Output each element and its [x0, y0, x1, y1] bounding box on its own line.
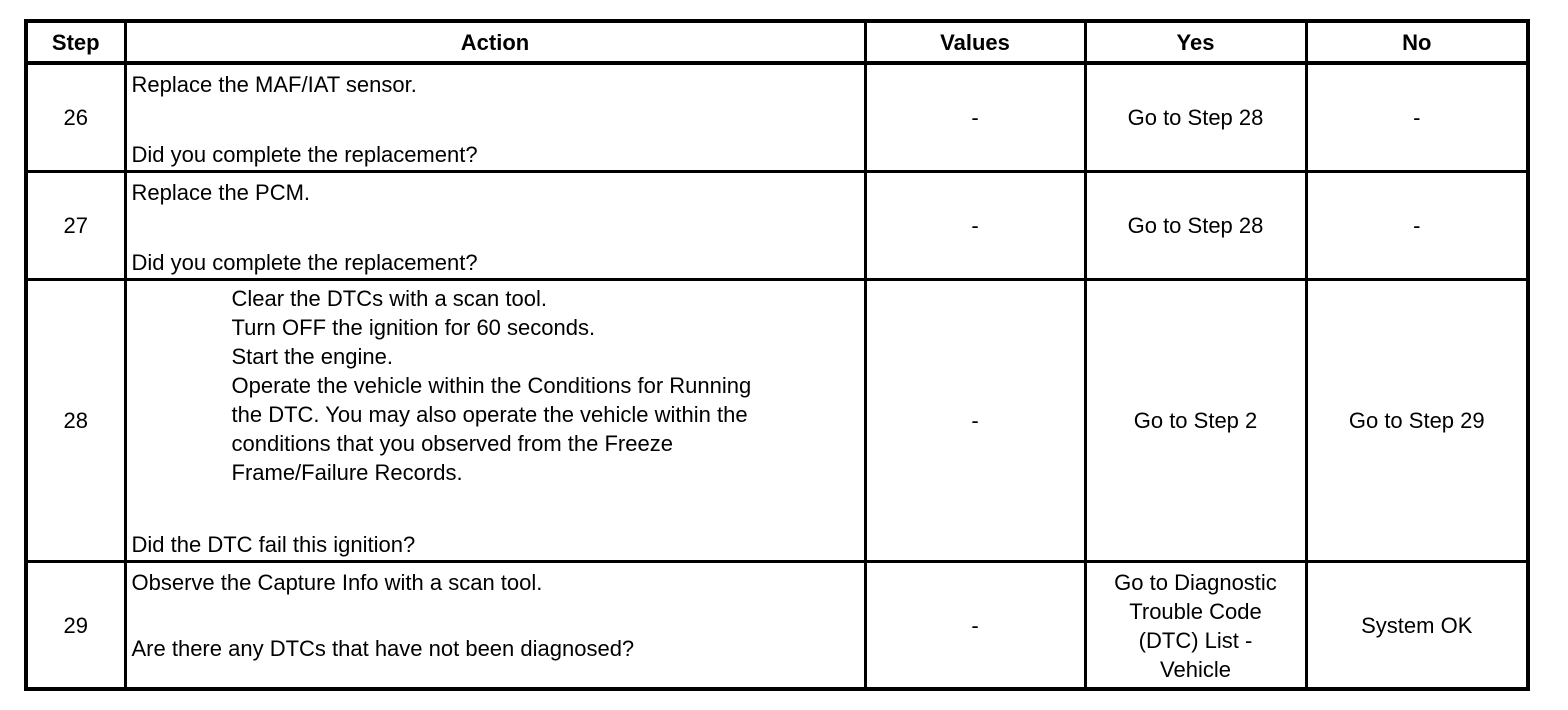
action-line: the DTC. You may also operate the vehicle within the	[231, 402, 748, 428]
header-no: No	[1306, 21, 1528, 63]
step-number: 29	[26, 562, 125, 689]
values-cell: -	[865, 562, 1085, 689]
action-line: Turn OFF the ignition for 60 seconds.	[231, 315, 596, 341]
yes-line: Vehicle	[1160, 657, 1231, 683]
header-yes: Yes	[1085, 21, 1306, 63]
action-instruction-list	[232, 284, 852, 487]
table-row	[26, 63, 1528, 171]
yes-cell: Go to Step 28	[1085, 171, 1306, 279]
action-question: Did you complete the replacement?	[131, 250, 478, 276]
step-number: 27	[26, 171, 125, 279]
no-cell: -	[1306, 63, 1528, 171]
yes-line: Trouble Code	[1129, 599, 1262, 625]
diagnostic-table	[24, 19, 1530, 691]
action-line: Frame/Failure Records.	[231, 460, 463, 486]
action-cell	[125, 280, 865, 562]
step-number: 28	[26, 280, 125, 562]
action-cell	[125, 63, 865, 171]
action-instruction: Observe the Capture Info with a scan tool.	[131, 570, 543, 596]
yes-cell	[1085, 562, 1306, 689]
action-content	[127, 281, 864, 560]
action-content	[127, 65, 864, 170]
header-values: Values	[865, 21, 1085, 63]
action-question: Did the DTC fail this ignition?	[131, 532, 416, 558]
header-row	[26, 21, 1528, 63]
step-number: 26	[26, 63, 125, 171]
action-line: Operate the vehicle within the Conditions for Running	[231, 373, 752, 399]
no-cell: Go to Step 29	[1306, 280, 1528, 562]
action-content	[127, 563, 864, 687]
yes-line: Go to Diagnostic	[1114, 570, 1277, 596]
table-row	[26, 280, 1528, 562]
action-cell	[125, 171, 865, 279]
header-step: Step	[26, 21, 125, 63]
values-cell: -	[865, 171, 1085, 279]
action-line: Clear the DTCs with a scan tool.	[231, 286, 547, 312]
no-cell: System OK	[1306, 562, 1528, 689]
header-action: Action	[125, 21, 865, 63]
action-line: conditions that you observed from the Freeze	[231, 431, 673, 457]
table-row	[26, 562, 1528, 689]
table-row	[26, 171, 1528, 279]
action-cell	[125, 562, 865, 689]
yes-cell: Go to Step 2	[1085, 280, 1306, 562]
yes-line: (DTC) List -	[1138, 628, 1253, 654]
no-cell: -	[1306, 171, 1528, 279]
action-content	[127, 173, 864, 278]
action-question: Did you complete the replacement?	[131, 141, 478, 167]
values-cell: -	[865, 280, 1085, 562]
action-question: Are there any DTCs that have not been diagnosed?	[131, 636, 635, 661]
action-line: Start the engine.	[231, 344, 393, 370]
yes-cell: Go to Step 28	[1085, 63, 1306, 171]
values-cell: -	[865, 63, 1085, 171]
action-instruction: Replace the MAF/IAT sensor.	[131, 72, 417, 97]
action-instruction: Replace the PCM.	[131, 179, 311, 205]
